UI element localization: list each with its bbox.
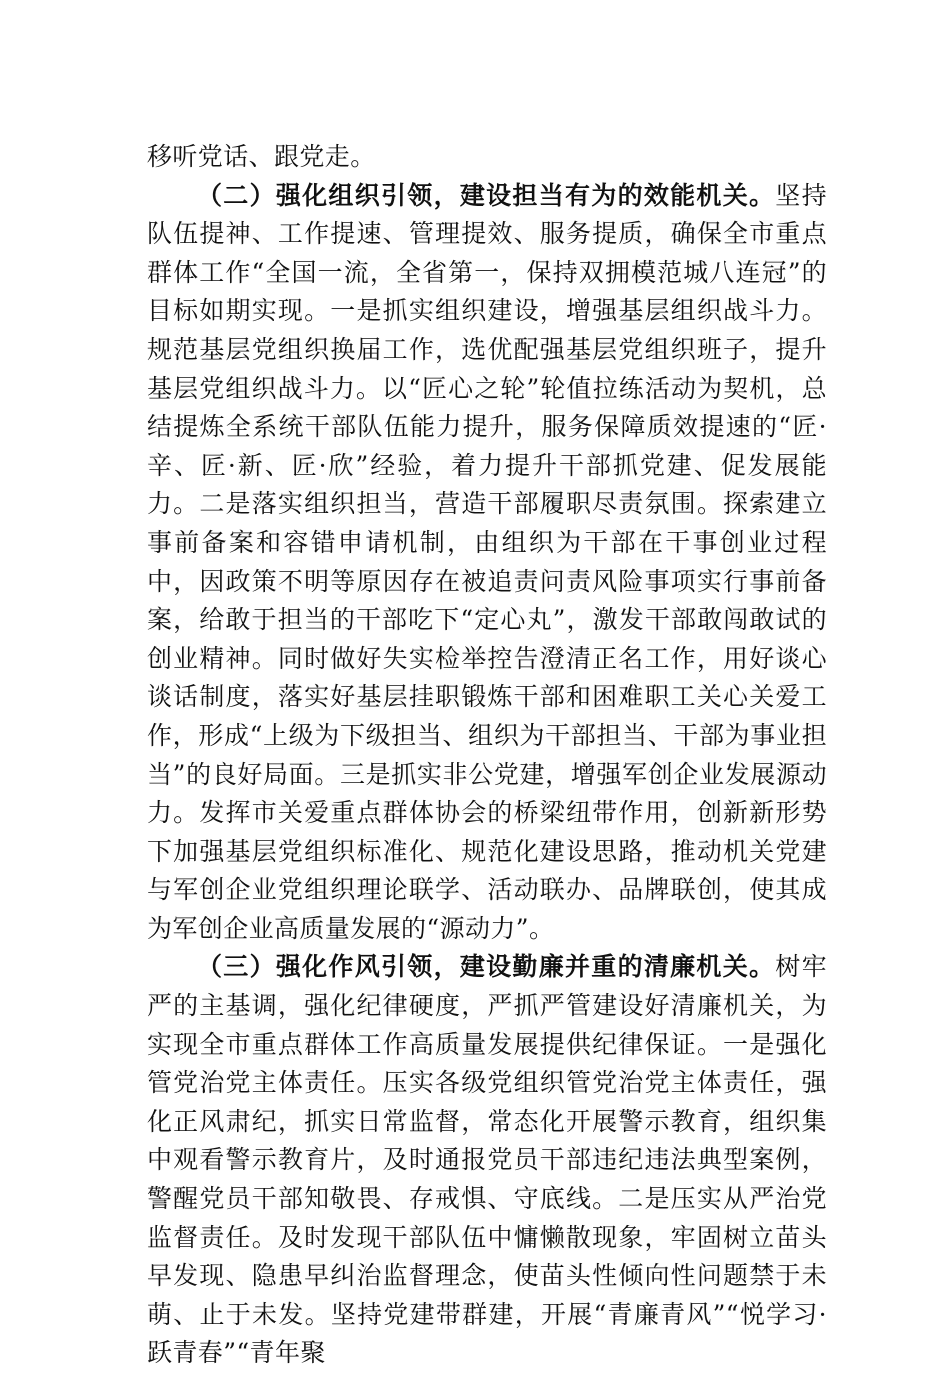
paragraph-text: 移听党话、跟党走。 (147, 142, 376, 171)
paragraph-section-two (147, 177, 827, 949)
paragraph-section-three (147, 948, 827, 1373)
section-heading-two: （二）强化组织引领，建设担当有为的效能机关。 (197, 180, 776, 210)
paragraph-continuation (147, 138, 827, 177)
section-heading-three: （三）强化作风引领，建设勤廉并重的清廉机关。 (197, 952, 776, 982)
document-body (147, 138, 827, 1373)
paragraph-text: 坚持队伍提神、工作提速、管理提效、服务提质，确保全市重点群体工作“全国一流，全省第一，保持双拥模范城八连冠”的目标如期实现。一是抓实组织建设，增强基层组织战斗力。规范基层党组织换届工作，选优配强基层党组织班子，提升基层党组织战斗力。以“匠心之轮”轮值拉练活动为契机，总结提炼全系统干部队伍能力提升，服务保障质效提速的“匠·辛、匠·新、匠·欣”经验，着力提升干部抓党建、促发展能力。二是落实组织担当，营造干部履职尽责氛围。探索建立事前备案和容错申请机制，由组织为干部在干事创业过程中，因政策不明等原因存在被追责问责风险事项实行事前备案，给敢于担当的干部吃下“定心丸”，激发干部敢闯敢试的创业精神。同时做好失实检举控告澄清正名工作，用好谈心谈话制度，落实好基层挂职锻炼干部和困难职工关心关爱工作，形成“上级为下级担当、组织为干部担当、干部为事业担当”的良好局面。三是抓实非公党建，增强军创企业发展源动力。发挥市关爱重点群体协会的桥梁纽带作用，创新新形势下加强基层党组织标准化、规范化建设思路，推动机关党建与军创企业党组织理论联学、活动联办、品牌联创，使其成为军创企业高质量发展的“源动力”。 (147, 180, 827, 943)
paragraph-text: 树牢严的主基调，强化纪律硬度，严抓严管建设好清廉机关，为实现全市重点群体工作高质量发展提供纪律保证。一是强化管党治党主体责任。压实各级党组织管党治党主体责任，强化正风肃纪，抓实日常监督，常态化开展警示教育，组织集中观看警示教育片，及时通报党员干部违纪违法典型案例，警醒党员干部知敬畏、存戒惧、守底线。二是压实从严治党监督责任。及时发现干部队伍中慵懒散现象，牢固树立苗头早发现、隐患早纠治监督理念，使苗头性倾向性问题禁于未萌、止于未发。坚持党建带群建，开展“青廉青风”“悦学习·跃青春”“青年聚 (147, 952, 827, 1368)
